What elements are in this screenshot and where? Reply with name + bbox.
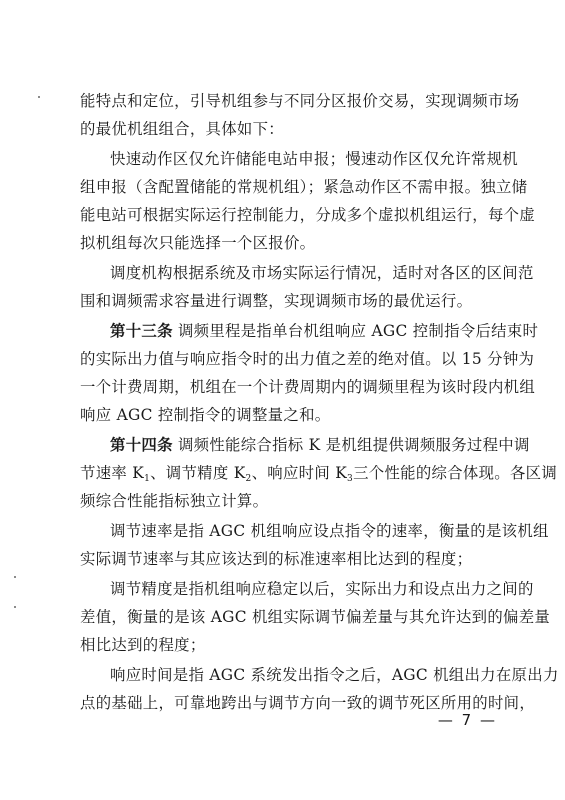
text-span: 节速率 K	[80, 464, 145, 482]
text-line: 差值，衡量的是该 AGC 机组实际调节偏差量与其允许达到的偏差量	[80, 608, 551, 626]
text-span: 调频里程是指单台机组响应 AGC 控制指令后结束时	[177, 322, 539, 340]
text-span: 调频性能综合指标 K 是机组提供调频服务过程中调	[177, 436, 530, 454]
subscript: 3	[347, 474, 354, 484]
text-line: 的最优机组组合，具体如下：	[80, 120, 284, 138]
text-span: 、响应时间 K	[251, 464, 348, 482]
text-line: 调节速率是指 AGC 机组响应设点指令的速率，衡量的是该机组	[110, 522, 549, 540]
article-13-line	[110, 320, 539, 342]
text-line: 组申报（含配置储能的常规机组）；紧急动作区不需申报。独立储	[80, 178, 528, 196]
text-line: 调度机构根据系统及市场实际运行情况，适时对各区的区间范	[110, 264, 534, 282]
text-line: 响应时间是指 AGC 系统发出指令之后，AGC 机组出力在原出力	[110, 666, 559, 684]
text-line: 响应 AGC 控制指令的调整量之和。	[80, 406, 331, 424]
scan-speck	[38, 96, 40, 98]
text-line	[80, 462, 558, 490]
text-line: 围和调频需求容量进行调整，实现调频市场的最优运行。	[80, 292, 473, 310]
article-14-heading: 第十四条	[110, 436, 173, 454]
text-line: 实际调节速率与其应该达到的标准速率相比达到的程度；	[80, 550, 473, 568]
text-line: 能特点和定位，引导机组参与不同分区报价交易，实现调频市场	[80, 92, 520, 110]
text-line: 拟机组每次只能选择一个区报价。	[80, 234, 316, 252]
text-line: 的实际出力值与响应指令时的出力值之差的绝对值。以 15 分钟为	[80, 350, 535, 368]
text-line: 频综合性能指标独立计算。	[80, 492, 269, 510]
article-13-heading: 第十三条	[110, 322, 173, 340]
text-line: 一个计费周期，机组在一个计费周期内的调频里程为该时段内机组	[80, 378, 536, 396]
text-line: 能电站可根据实际运行控制能力，分成多个虚拟机组运行，每个虚	[80, 206, 536, 224]
article-14-line	[110, 434, 530, 456]
text-line: 快速动作区仅允许储能电站申报；慢速动作区仅允许常规机	[110, 150, 518, 168]
text-line: 调节精度是指机组响应稳定以后，实际出力和设点出力之间的	[110, 580, 534, 598]
subscript: 2	[245, 474, 252, 484]
scan-speck	[14, 606, 16, 608]
page-number: — 7 —	[437, 711, 497, 729]
text-line: 相比达到的程度；	[80, 636, 206, 654]
scan-speck	[14, 576, 16, 578]
subscript: 1	[144, 474, 151, 484]
text-span: 、调节精度 K	[150, 464, 246, 482]
text-span: 三个性能的综合体现。各区调	[353, 464, 558, 482]
text-line: 点的基础上，可靠地跨出与调节方向一致的调节死区所用的时间，	[80, 694, 536, 712]
